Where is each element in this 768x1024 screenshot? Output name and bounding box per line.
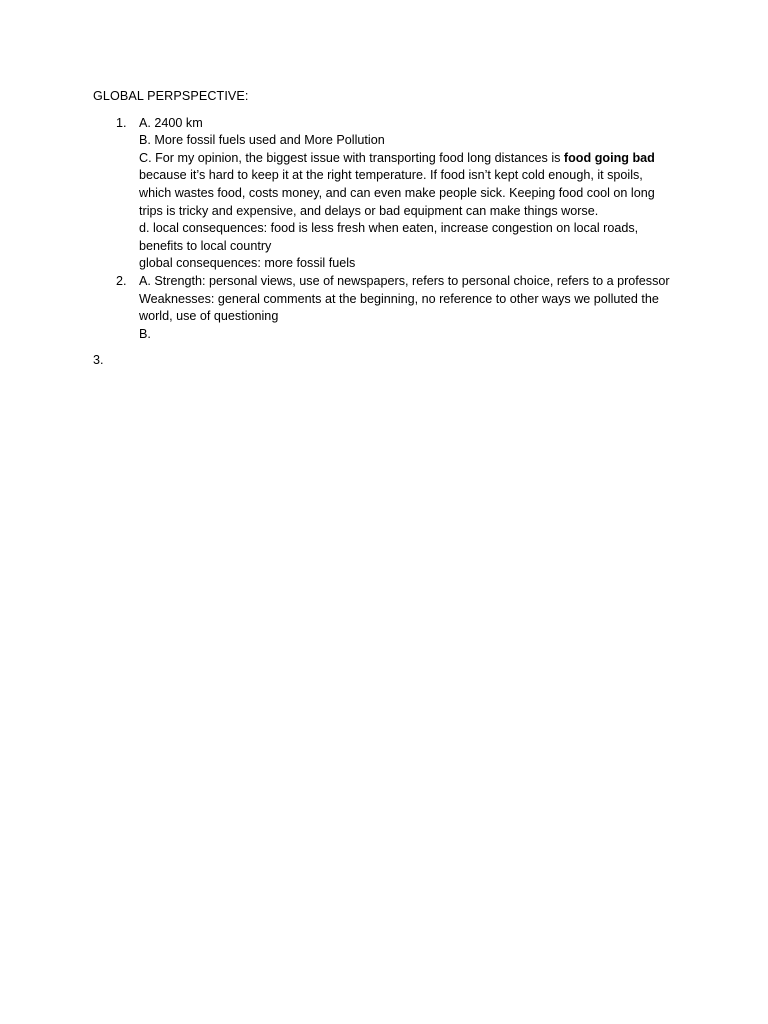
list-number-2: 2. bbox=[116, 273, 127, 288]
item-1-global-consequences: global consequences: more fossil fuels bbox=[139, 256, 356, 271]
list-item-1 bbox=[93, 115, 673, 273]
item-1-answer-a: A. 2400 km bbox=[139, 115, 203, 130]
item-2-answer-b: B. bbox=[139, 326, 151, 341]
item-2-weaknesses: Weaknesses: general comments at the beginning, no reference to other ways we polluted the world, use of questioning bbox=[139, 291, 659, 324]
list-number-1: 1. bbox=[116, 115, 127, 130]
item-1-answer-c-rest: because it’s hard to keep it at the right temperature. If food isn’t kept cold enough, it spoils, which wastes food, costs money, and can even make people sick. Keeping food cool on long trips is tricky and expensive, and delays or bad equipment can make things worse. bbox=[139, 168, 655, 218]
document-body bbox=[93, 88, 673, 370]
item-1-answer-b: B. More fossil fuels used and More Pollution bbox=[139, 133, 385, 148]
item-2-strengths: A. Strength: personal views, use of newspapers, refers to personal choice, refers to a professor bbox=[139, 273, 670, 288]
item-1-answer-c bbox=[139, 150, 673, 220]
list-item-2 bbox=[93, 273, 673, 343]
item-1-answer-c-emphasis: food going bad bbox=[563, 150, 655, 165]
item-1-answer-d: d. local consequences: food is less fresh when eaten, increase congestion on local roads, benefits to local country bbox=[139, 221, 639, 253]
item-1-answer-c-intro: C. For my opinion, the biggest issue with transporting food long distances is bbox=[139, 150, 564, 165]
document-heading: GLOBAL PERPSPECTIVE: bbox=[93, 89, 249, 103]
list-number-3: 3. bbox=[93, 353, 104, 368]
